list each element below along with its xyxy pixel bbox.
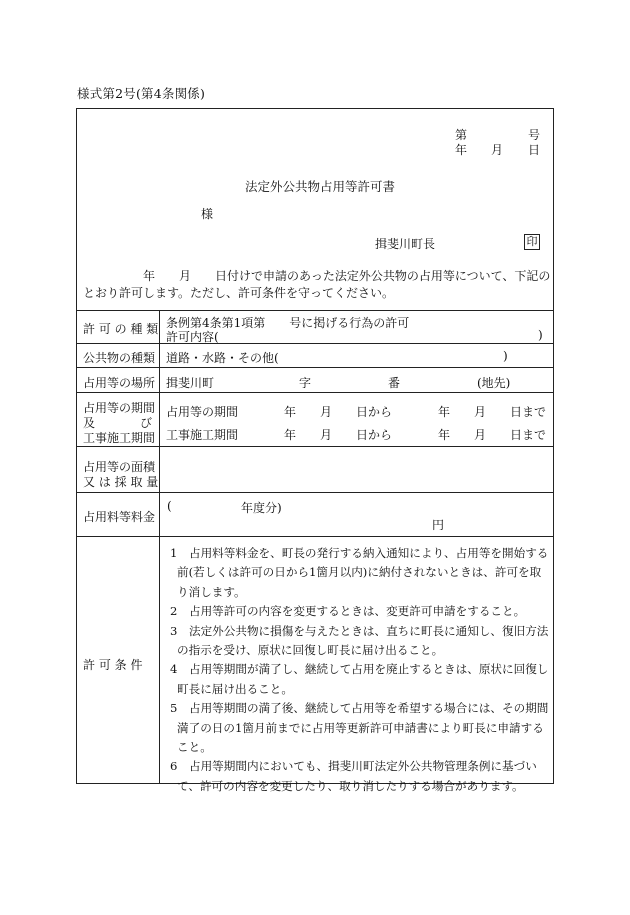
occupancy-to-month: 月 [474,405,487,419]
row-divider [77,392,553,393]
conditions-list [170,544,550,796]
permit-type-clause: 条例第4条第1項第 号に掲げる行為の許可 [166,316,410,330]
property-kind-close: ) [503,349,508,363]
construction-from-month: 月 [320,428,333,442]
row-label-permit-type: 許 可 の 種 類 [83,322,159,336]
row-divider [77,367,553,368]
condition-item: 1 占用料等料金を、町長の発行する納入通知により、占用等を開始する前(若しくは許可の日から1箇月以内)に納付されないときは、許可を取り消します。 [170,546,549,599]
row-label-area-1: 占用等の面積 [83,460,156,474]
date-day: 日 [528,143,541,157]
location-aza: 字 [299,376,312,390]
construction-to-year: 年 [438,428,451,442]
construction-to-day: 日まで [510,428,547,442]
condition-item: 4 占用等期間が満了し、継続して占用を廃止するときは、原状に回復し町長に届け出ること。 [170,662,549,696]
row-divider [77,536,553,537]
construction-period-label: 工事施工期間 [166,428,239,442]
occupancy-from-year: 年 [284,405,297,419]
document-title: 法定外公共物占用等許可書 [245,179,396,194]
row-label-area-2: 又 は 採 取 量 [83,475,159,489]
occupancy-from-day: 日から [356,405,393,419]
occupancy-period-label: 占用等の期間 [166,405,239,419]
row-label-property-kind: 公共物の種類 [83,351,156,365]
fee-fiscal-year: 年度分) [241,501,282,515]
condition-item: 3 法定外公共物に損傷を与えたときは、直ちに町長に通知し、復旧方法の指示を受け、原状に回復し町長に届け出ること。 [170,623,549,658]
condition-item: 6 占用等期間内においても、揖斐川町法定外公共物管理条例に基づいて、許可の内容を変更したり、取り消したりする場合があります。 [170,759,537,793]
permit-content-close: ) [538,328,543,342]
occupancy-to-day: 日まで [510,405,547,419]
property-kind-options: 道路・水路・その他( [166,351,279,365]
number-prefix: 第 [455,128,468,142]
table-top-rule [77,310,553,311]
row-label-conditions: 許 可 条 件 [83,658,143,672]
row-label-location: 占用等の場所 [83,376,156,390]
addressee-honorific: 様 [201,207,214,221]
location-chisaki: (地先) [477,376,511,390]
number-suffix: 号 [528,128,541,142]
fee-yen-unit: 円 [432,518,445,532]
row-label-period-2b: び [140,416,153,430]
row-divider [77,343,553,344]
location-town: 揖斐川町 [166,376,215,390]
fee-paren-open: ( [167,499,172,513]
location-ban: 番 [388,376,401,390]
row-label-fee: 占用料等料金 [83,510,156,524]
construction-to-month: 月 [474,428,487,442]
construction-from-year: 年 [284,428,297,442]
form-number-label: 様式第2号(第4条関係) [77,86,206,101]
condition-item: 5 占用等期間の満了後、継続して占用等を希望する場合には、その期間満了の日の1箇月前までに占用等更新許可申請書により町長に申請すること。 [170,701,549,755]
seal-mark: 印 [524,234,540,250]
row-label-period-1: 占用等の期間 [83,401,156,415]
permit-document-frame [76,108,554,793]
body-text-line-2: とおり許可します。ただし、許可条件を守ってください。 [83,286,395,300]
date-month: 月 [491,143,504,157]
occupancy-from-month: 月 [320,405,333,419]
condition-item: 2 占用等許可の内容を変更するときは、変更許可申請をすること。 [170,604,526,619]
issuer-name: 揖斐川町長 [375,237,436,251]
occupancy-to-year: 年 [438,405,451,419]
row-label-period-3: 工事施工期間 [83,431,156,445]
row-divider [77,492,553,493]
body-text-line-1: 年 月 日付けで申請のあった法定外公共物の占用等について、下記の [143,269,551,283]
table-column-divider [159,310,160,783]
row-label-period-2a: 及 [83,416,96,430]
permit-content-label: 許可内容( [166,330,219,344]
construction-from-day: 日から [356,428,393,442]
date-year: 年 [455,143,468,157]
row-divider [77,446,553,447]
